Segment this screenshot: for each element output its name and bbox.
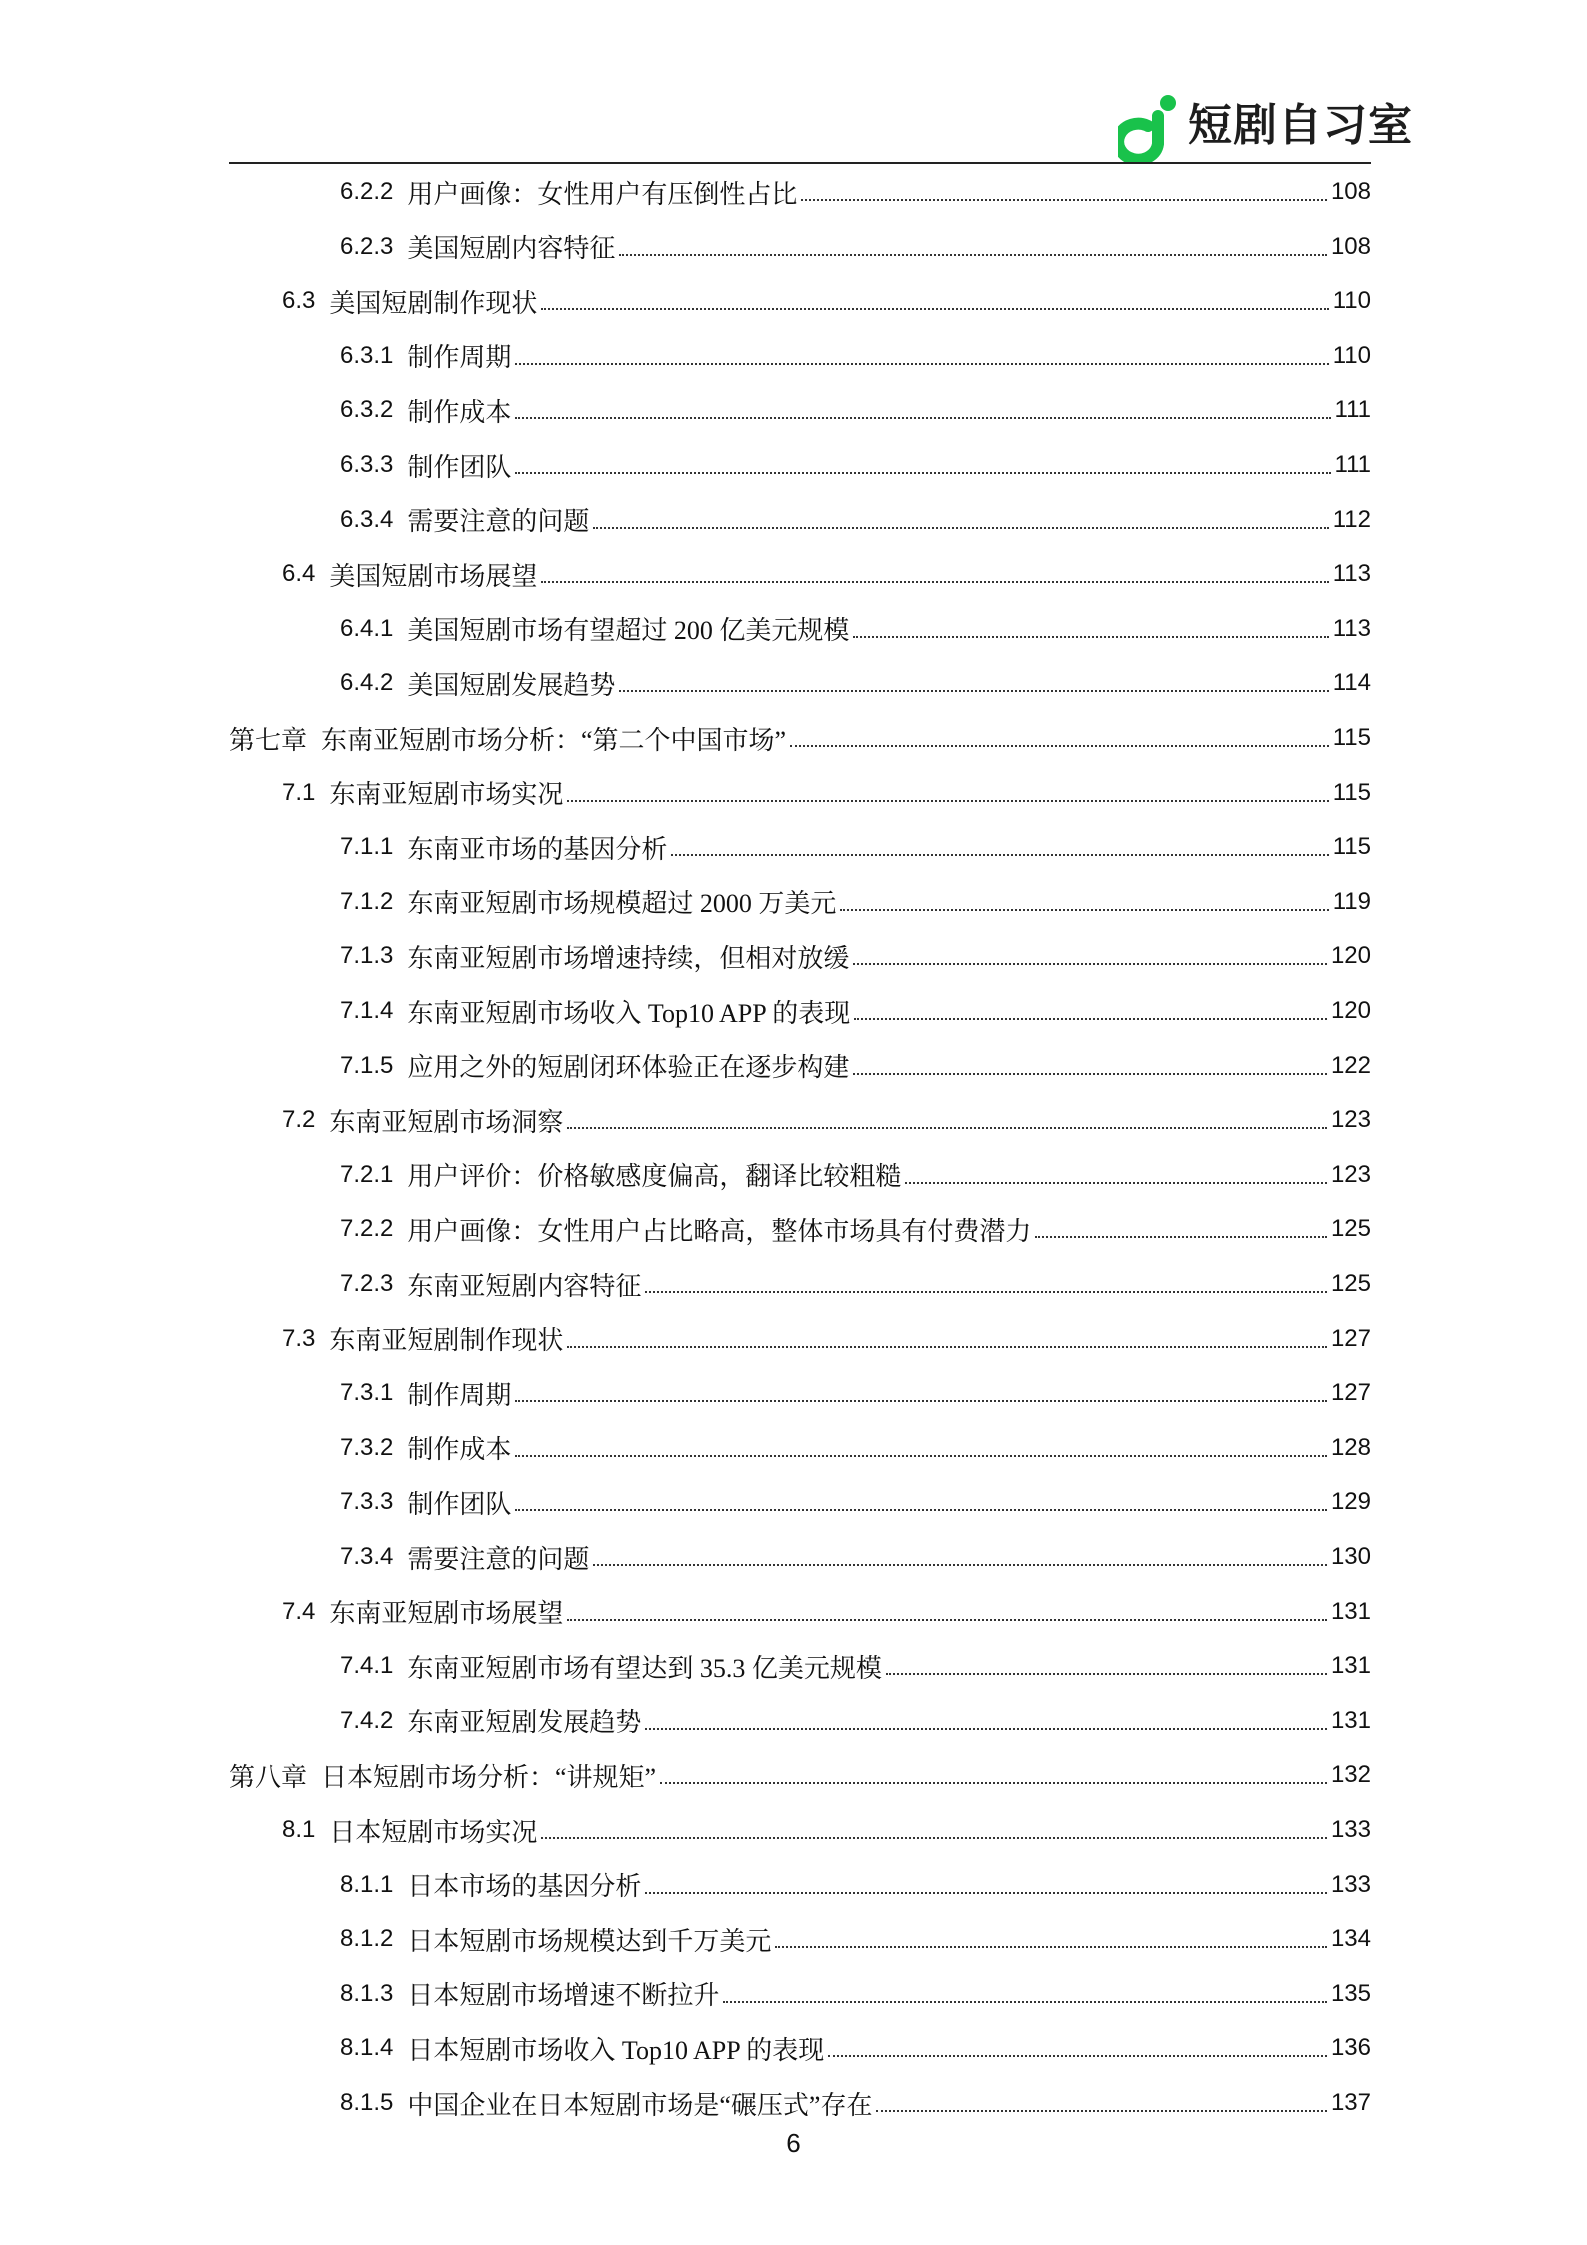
toc-entry-number: 8.1.2 bbox=[340, 1925, 394, 1953]
toc-dot-leader bbox=[645, 1728, 1327, 1730]
toc-dot-leader bbox=[828, 2055, 1327, 2057]
toc-entry-title: 制作周期 bbox=[407, 343, 512, 373]
toc-entry-title: 用户评价：价格敏感度偏高，翻译比较粗糙 bbox=[407, 1162, 902, 1192]
toc-entry[interactable] bbox=[340, 1039, 1371, 1093]
toc-dot-leader bbox=[567, 1346, 1327, 1348]
toc-entry-number: 7.4.1 bbox=[340, 1652, 394, 1680]
toc-entry-number: 7.3 bbox=[282, 1324, 316, 1352]
toc-entry[interactable] bbox=[340, 656, 1371, 710]
toc-entry-title: 制作周期 bbox=[407, 1380, 512, 1410]
toc-entry-title: 东南亚短剧市场规模超过 2000 万美元 bbox=[407, 889, 837, 919]
toc-dot-leader bbox=[515, 1400, 1327, 1402]
toc-entry-number: 8.1.3 bbox=[340, 1979, 394, 2007]
toc-entry-title: 需要注意的问题 bbox=[407, 1544, 590, 1574]
toc-entry[interactable] bbox=[340, 1530, 1371, 1584]
toc-entry-page: 134 bbox=[1330, 1925, 1371, 1953]
toc-entry[interactable] bbox=[340, 329, 1371, 383]
toc-dot-leader bbox=[886, 1673, 1327, 1675]
toc-entry-page: 131 bbox=[1330, 1652, 1371, 1680]
toc-entry-title: 东南亚短剧市场洞察 bbox=[329, 1107, 564, 1137]
toc-entry-page: 125 bbox=[1330, 1270, 1371, 1297]
toc-entry-page: 112 bbox=[1332, 505, 1371, 533]
toc-entry-page: 123 bbox=[1330, 1106, 1371, 1134]
toc-entry-page: 110 bbox=[1332, 341, 1371, 369]
toc-entry-page: 113 bbox=[1332, 614, 1371, 642]
toc-entry-number: 7.3.1 bbox=[340, 1379, 394, 1407]
toc-entry-page: 125 bbox=[1330, 1215, 1371, 1243]
toc-entry-title: 制作成本 bbox=[407, 397, 512, 427]
toc-entry-page: 122 bbox=[1330, 1051, 1371, 1079]
toc-entry-page: 120 bbox=[1330, 942, 1371, 970]
toc-dot-leader bbox=[1035, 1236, 1327, 1238]
toc-entry[interactable] bbox=[340, 1967, 1371, 2021]
toc-entry-title: 东南亚短剧市场分析：“第二个中国市场” bbox=[321, 725, 787, 755]
toc-entry-page: 130 bbox=[1330, 1543, 1371, 1570]
toc-entry-title: 制作团队 bbox=[407, 452, 512, 482]
toc-entry[interactable] bbox=[340, 929, 1371, 983]
header-divider bbox=[229, 162, 1371, 164]
toc-entry[interactable] bbox=[340, 438, 1371, 492]
toc-entry[interactable] bbox=[229, 711, 1371, 765]
toc-entry-page: 110 bbox=[1332, 287, 1371, 315]
toc-entry-title: 用户画像：女性用户占比略高，整体市场具有付费潜力 bbox=[407, 1216, 1032, 1246]
toc-entry-number: 6.2.3 bbox=[340, 232, 394, 260]
toc-dot-leader bbox=[515, 1455, 1327, 1457]
toc-dot-leader bbox=[619, 254, 1327, 256]
toc-entry-number: 6.3.1 bbox=[340, 341, 394, 369]
toc-dot-leader bbox=[853, 636, 1328, 638]
toc-entry[interactable] bbox=[340, 2021, 1371, 2075]
toc-entry-number: 7.2 bbox=[282, 1106, 316, 1134]
toc-entry[interactable] bbox=[282, 1585, 1371, 1639]
toc-entry-title: 东南亚短剧市场实况 bbox=[329, 780, 564, 810]
toc-dot-leader bbox=[541, 581, 1328, 583]
toc-entry[interactable] bbox=[340, 383, 1371, 437]
toc-entry[interactable] bbox=[340, 602, 1371, 656]
toc-entry[interactable] bbox=[282, 1312, 1371, 1366]
toc-entry-page: 111 bbox=[1334, 451, 1371, 478]
toc-entry-number: 8.1 bbox=[282, 1816, 316, 1843]
toc-dot-leader bbox=[593, 1564, 1327, 1566]
logo-text: 短剧自习室 bbox=[1188, 100, 1413, 151]
toc-entry-number: 7.3.3 bbox=[340, 1488, 394, 1516]
toc-entry-page: 114 bbox=[1332, 669, 1371, 697]
toc-dot-leader bbox=[567, 800, 1328, 802]
toc-entry-title: 美国短剧市场有望超过 200 亿美元规模 bbox=[407, 616, 850, 646]
toc-entry-number: 6.3.4 bbox=[340, 505, 394, 533]
toc-dot-leader bbox=[660, 1782, 1327, 1784]
toc-entry[interactable] bbox=[282, 274, 1371, 328]
toc-dot-leader bbox=[876, 2110, 1326, 2112]
toc-entry-number: 8.1.5 bbox=[340, 2089, 394, 2116]
toc-entry-page: 123 bbox=[1330, 1160, 1371, 1188]
toc-entry[interactable] bbox=[340, 1694, 1371, 1748]
toc-entry[interactable] bbox=[340, 1858, 1371, 1912]
toc-entry-page: 133 bbox=[1330, 1870, 1371, 1898]
toc-entry-page: 108 bbox=[1330, 178, 1371, 205]
toc-entry-page: 113 bbox=[1332, 560, 1371, 588]
logo-icon bbox=[1118, 92, 1184, 162]
toc-dot-leader bbox=[515, 1509, 1327, 1511]
toc-entry[interactable] bbox=[340, 165, 1371, 219]
toc-entry[interactable] bbox=[340, 875, 1371, 929]
toc-entry-title: 美国短剧市场展望 bbox=[329, 561, 538, 591]
toc-entry-title: 美国短剧内容特征 bbox=[407, 234, 616, 264]
toc-dot-leader bbox=[801, 199, 1327, 201]
toc-entry-number: 7.2.2 bbox=[340, 1215, 394, 1243]
toc-entry-title: 东南亚短剧市场收入 Top10 APP 的表现 bbox=[407, 998, 851, 1028]
toc-dot-leader bbox=[515, 363, 1328, 365]
toc-entry-title: 日本短剧市场分析：“讲规矩” bbox=[321, 1762, 657, 1792]
toc-entry-page: 133 bbox=[1330, 1816, 1371, 1843]
toc-entry-page: 127 bbox=[1330, 1379, 1371, 1407]
toc-entry-title: 制作团队 bbox=[407, 1489, 512, 1519]
toc-entry-title: 东南亚市场的基因分析 bbox=[407, 834, 668, 864]
toc-dot-leader bbox=[790, 745, 1329, 747]
toc-entry-number: 7.1.3 bbox=[340, 942, 394, 970]
toc-entry[interactable] bbox=[340, 220, 1371, 274]
toc-entry-number: 6.4.1 bbox=[340, 614, 394, 642]
toc-dot-leader bbox=[619, 690, 1328, 692]
toc-entry-page: 131 bbox=[1330, 1706, 1371, 1734]
toc-entry-number: 7.1.4 bbox=[340, 997, 394, 1024]
toc-entry-title: 东南亚短剧市场展望 bbox=[329, 1599, 564, 1629]
toc-entry-page: 136 bbox=[1330, 2034, 1371, 2062]
toc-dot-leader bbox=[541, 308, 1328, 310]
toc-entry-page: 135 bbox=[1330, 1979, 1371, 2007]
toc-entry-number: 6.3.3 bbox=[340, 451, 394, 478]
toc-entry-title: 东南亚短剧内容特征 bbox=[407, 1271, 642, 1301]
toc-entry-title: 中国企业在日本短剧市场是“碾压式”存在 bbox=[407, 2090, 873, 2120]
toc-entry[interactable] bbox=[340, 1202, 1371, 1256]
toc-entry-page: 129 bbox=[1330, 1488, 1371, 1516]
toc-entry-page: 115 bbox=[1332, 833, 1371, 861]
toc-entry-number: 8.1.4 bbox=[340, 2034, 394, 2062]
toc-entry-page: 131 bbox=[1330, 1597, 1371, 1625]
toc-entry-page: 119 bbox=[1332, 887, 1371, 915]
toc-entry-title: 制作成本 bbox=[407, 1435, 512, 1465]
toc-dot-leader bbox=[723, 2001, 1327, 2003]
toc-dot-leader bbox=[515, 417, 1330, 419]
toc-entry[interactable] bbox=[340, 1366, 1371, 1420]
toc-entry-page: 120 bbox=[1330, 997, 1371, 1024]
toc-entry[interactable] bbox=[340, 493, 1371, 547]
toc-dot-leader bbox=[645, 1291, 1327, 1293]
toc-entry-number: 7.3.4 bbox=[340, 1543, 394, 1570]
toc-dot-leader bbox=[775, 1946, 1327, 1948]
toc-dot-leader bbox=[541, 1837, 1327, 1839]
toc-entry[interactable] bbox=[340, 984, 1371, 1038]
toc-entry-number: 7.3.2 bbox=[340, 1433, 394, 1461]
toc-entry-page: 108 bbox=[1330, 232, 1371, 260]
toc-entry-title: 日本短剧市场收入 Top10 APP 的表现 bbox=[407, 2035, 825, 2065]
toc-entry-page: 115 bbox=[1332, 724, 1371, 751]
toc-dot-leader bbox=[854, 1018, 1327, 1020]
toc-entry-title: 东南亚短剧制作现状 bbox=[329, 1326, 564, 1356]
toc-entry-title: 日本短剧市场规模达到千万美元 bbox=[407, 1926, 772, 1956]
toc-entry-number: 6.4 bbox=[282, 560, 316, 588]
toc-entry-page: 128 bbox=[1330, 1433, 1371, 1461]
toc-dot-leader bbox=[905, 1182, 1327, 1184]
toc-entry-number: 7.2.3 bbox=[340, 1270, 394, 1297]
toc-dot-leader bbox=[567, 1127, 1327, 1129]
toc-entry[interactable] bbox=[340, 820, 1371, 874]
toc-entry-title: 美国短剧制作现状 bbox=[329, 288, 538, 318]
toc-entry[interactable] bbox=[340, 1475, 1371, 1529]
toc-entry[interactable] bbox=[282, 766, 1371, 820]
toc-entry-number: 7.1.5 bbox=[340, 1051, 394, 1079]
toc-entry-number: 第七章 bbox=[229, 725, 308, 755]
toc-entry-number: 7.4 bbox=[282, 1597, 316, 1625]
toc-entry-title: 东南亚短剧市场增速持续，但相对放缓 bbox=[407, 943, 850, 973]
toc-entry-number: 7.1.1 bbox=[340, 833, 394, 861]
toc-dot-leader bbox=[593, 527, 1328, 529]
toc-entry[interactable] bbox=[282, 1803, 1371, 1857]
toc-entry[interactable] bbox=[340, 1639, 1371, 1693]
toc-dot-leader bbox=[853, 1073, 1327, 1075]
toc-entry-page: 132 bbox=[1330, 1761, 1371, 1789]
toc-entry-title: 东南亚短剧市场有望达到 35.3 亿美元规模 bbox=[407, 1653, 882, 1683]
toc-entry[interactable] bbox=[340, 1421, 1371, 1475]
toc-entry-title: 应用之外的短剧闭环体验正在逐步构建 bbox=[407, 1053, 850, 1083]
toc-entry-title: 需要注意的问题 bbox=[407, 507, 590, 537]
toc-entry-number: 6.3 bbox=[282, 287, 316, 315]
toc-entry-title: 用户画像：女性用户有压倒性占比 bbox=[407, 179, 798, 209]
toc-entry-page: 137 bbox=[1330, 2089, 1371, 2116]
toc-dot-leader bbox=[671, 854, 1328, 856]
toc-entry-page: 115 bbox=[1332, 778, 1371, 806]
toc-entry-title: 日本市场的基因分析 bbox=[407, 1872, 642, 1902]
toc-entry-number: 6.3.2 bbox=[340, 396, 394, 424]
toc-entry-page: 111 bbox=[1334, 396, 1371, 424]
toc-entry-page: 127 bbox=[1330, 1324, 1371, 1352]
header-logo bbox=[1118, 92, 1413, 162]
toc-entry[interactable] bbox=[340, 1257, 1371, 1311]
toc-entry-number: 7.1.2 bbox=[340, 887, 394, 915]
toc-entry-number: 6.2.2 bbox=[340, 178, 394, 205]
toc-dot-leader bbox=[853, 963, 1327, 965]
toc-entry-title: 美国短剧发展趋势 bbox=[407, 670, 616, 700]
toc-entry[interactable] bbox=[340, 1912, 1371, 1966]
toc-entry[interactable] bbox=[229, 1748, 1371, 1802]
toc-entry-number: 6.4.2 bbox=[340, 669, 394, 697]
toc-entry-number: 7.2.1 bbox=[340, 1160, 394, 1188]
toc-entry[interactable] bbox=[340, 1148, 1371, 1202]
toc-dot-leader bbox=[645, 1892, 1327, 1894]
toc-entry-title: 东南亚短剧发展趋势 bbox=[407, 1708, 642, 1738]
toc-entry-title: 日本短剧市场增速不断拉升 bbox=[407, 1981, 720, 2011]
toc-entry-number: 第八章 bbox=[229, 1762, 308, 1792]
toc-dot-leader bbox=[567, 1619, 1327, 1621]
toc-entry[interactable] bbox=[282, 1093, 1371, 1147]
toc-entry[interactable] bbox=[282, 547, 1371, 601]
toc-entry-number: 7.1 bbox=[282, 778, 316, 806]
toc-dot-leader bbox=[840, 909, 1328, 911]
toc-entry-title: 日本短剧市场实况 bbox=[329, 1817, 538, 1847]
toc-entry[interactable] bbox=[340, 2076, 1371, 2130]
toc-entry-number: 7.4.2 bbox=[340, 1706, 394, 1734]
page-number: 6 bbox=[786, 2128, 801, 2158]
toc-entry-number: 8.1.1 bbox=[340, 1870, 394, 1898]
toc-dot-leader bbox=[515, 472, 1330, 474]
